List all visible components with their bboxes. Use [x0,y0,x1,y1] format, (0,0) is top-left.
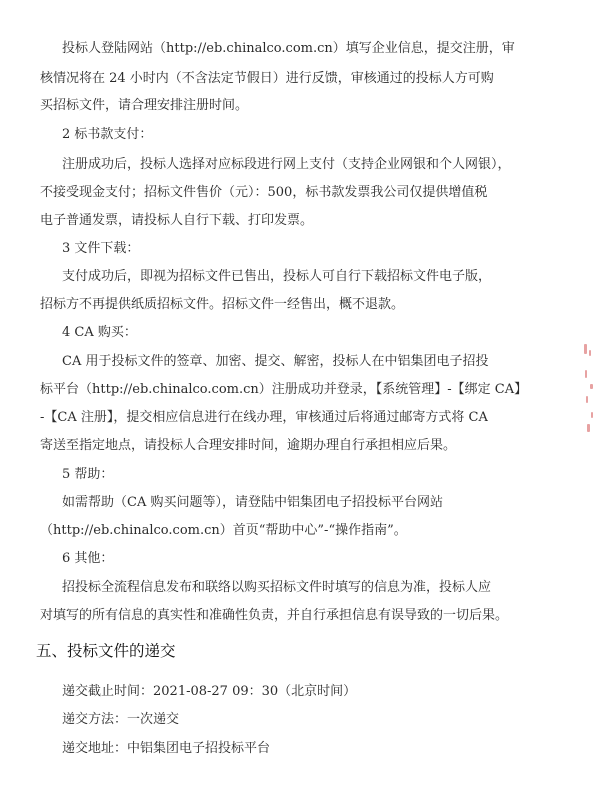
paragraph-line: 核情况将在 24 小时内（不含法定节假日）进行反馈，审核通过的投标人方可购 [40,71,494,86]
paragraph-line: 标平台（http://eb.chinalco.com.cn）注册成功并登录，【系统管理】-【绑定 CA】 [40,382,528,397]
paragraph-line: 支付成功后，即视为招标文件已售出，投标人可自行下载招标文件电子版， [62,269,492,284]
paragraph-line: 寄送至指定地点，请投标人合理安排时间，逾期办理自行承担相应后果。 [40,438,457,453]
submission-deadline: 递交截止时间：2021-08-27 09：30（北京时间） [62,684,357,699]
subsection-title: 4 CA 购买： [62,325,137,340]
paragraph-line: 投标人登陆网站（http://eb.chinalco.com.cn）填写企业信息，提交注册，审 [62,41,515,56]
paragraph-line: 电子普通发票，请投标人自行下载、打印发票。 [40,213,314,228]
paragraph-line: 对填写的所有信息的真实性和准确性负责，并自行承担信息有误导致的一切后果。 [40,608,509,623]
paragraph-line: 招标方不再提供纸质招标文件。招标文件一经售出，概不退款。 [40,297,405,312]
paragraph-line: （http://eb.chinalco.com.cn）首页“帮助中心”-“操作指南”。 [40,523,407,538]
subsection-title: 2 标书款支付： [62,127,153,142]
subsection-title: 6 其他： [62,551,114,566]
paragraph-line: 注册成功后，投标人选择对应标段进行网上支付（支持企业网银和个人网银）， [62,157,511,172]
submission-method: 递交方法：一次递交 [62,712,180,727]
paragraph-line: 买招标文件，请合理安排注册时间。 [40,98,249,113]
paragraph-line: 如需帮助（CA 购买问题等），请登陆中铝集团电子招投标平台网站 [62,495,443,510]
paragraph-line: CA 用于投标文件的签章、加密、提交、解密，投标人在中铝集团电子招投 [62,354,489,369]
paragraph-line: 不接受现金支付；招标文件售价（元）：500，标书款发票我公司仅提供增值税 [40,185,488,200]
paragraph-line: -【CA 注册】，提交相应信息进行在线办理，审核通过后将通过邮寄方式将 CA [40,410,488,425]
paragraph-line: 招投标全流程信息发布和联络以购买招标文件时填写的信息为准，投标人应 [62,580,492,595]
subsection-title: 5 帮助： [62,467,114,482]
subsection-title: 3 文件下载： [62,241,140,256]
section-heading: 五、投标文件的递交 [36,642,176,660]
submission-address: 递交地址：中铝集团电子招投标平台 [62,741,271,756]
